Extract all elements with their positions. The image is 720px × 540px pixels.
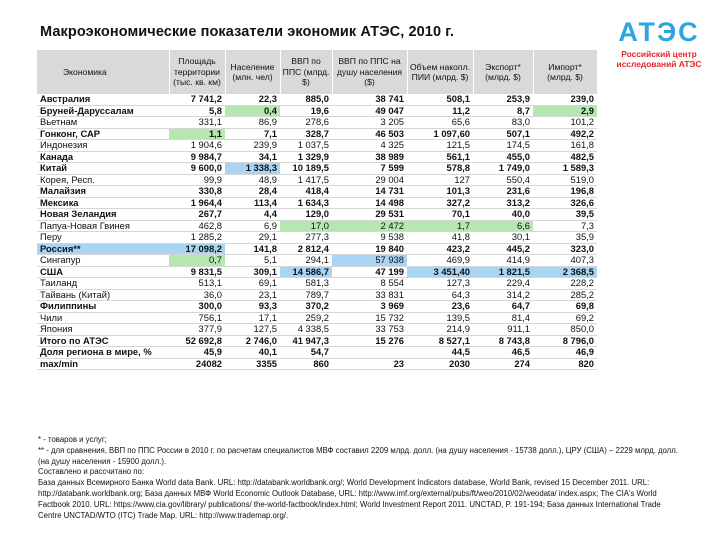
data-table-container bbox=[37, 50, 597, 370]
value-cell: 69,1 bbox=[225, 278, 280, 290]
footnote-russia: ** - для сравнения, ВВП по ППС России в 2010 г. по расчетам специалистов МВФ составил 2209 млрд. долл. (на душу населения - 15738 долл.), ЦРУ (США) – 2229 млрд. долл. (на душу населения - 15900 долл.). bbox=[38, 445, 678, 466]
value-cell: 29,1 bbox=[225, 232, 280, 244]
value-cell: 30,1 bbox=[473, 232, 533, 244]
value-cell: 14 731 bbox=[332, 186, 407, 198]
value-cell: 231,6 bbox=[473, 186, 533, 198]
value-cell: 17,0 bbox=[280, 220, 332, 232]
value-cell: 49 047 bbox=[332, 105, 407, 117]
value-cell: 328,7 bbox=[280, 128, 332, 140]
economy-name-cell: США bbox=[37, 266, 169, 278]
economy-name-cell: Итого по АТЭС bbox=[37, 335, 169, 347]
economy-name-cell: Мексика bbox=[37, 197, 169, 209]
value-cell: 1,7 bbox=[407, 220, 473, 232]
macro-indicators-table bbox=[37, 50, 598, 370]
economy-name-cell: Тайвань (Китай) bbox=[37, 289, 169, 301]
footnote-goods: * - товаров и услуг; bbox=[38, 435, 107, 444]
value-cell: 885,0 bbox=[280, 94, 332, 105]
economy-name-cell: Канада bbox=[37, 151, 169, 163]
value-cell: 8 743,8 bbox=[473, 335, 533, 347]
value-cell: 550,4 bbox=[473, 174, 533, 186]
value-cell: 127,5 bbox=[225, 324, 280, 336]
value-cell: 253,9 bbox=[473, 94, 533, 105]
value-cell: 1 749,0 bbox=[473, 163, 533, 175]
value-cell: 33 753 bbox=[332, 324, 407, 336]
value-cell: 911,1 bbox=[473, 324, 533, 336]
value-cell: 40,0 bbox=[473, 209, 533, 221]
economy-name-cell: Малайзия bbox=[37, 186, 169, 198]
value-cell: 1 338,3 bbox=[225, 163, 280, 175]
value-cell: 93,3 bbox=[225, 301, 280, 313]
economy-name-cell: Чили bbox=[37, 312, 169, 324]
value-cell: 2 746,0 bbox=[225, 335, 280, 347]
value-cell: 17 098,2 bbox=[169, 243, 225, 255]
value-cell: 2030 bbox=[407, 358, 473, 370]
value-cell: 36,0 bbox=[169, 289, 225, 301]
value-cell: 259,2 bbox=[280, 312, 332, 324]
value-cell: 101,3 bbox=[407, 186, 473, 198]
value-cell: 29 531 bbox=[332, 209, 407, 221]
value-cell: 418,4 bbox=[280, 186, 332, 198]
header-gdp-per-capita: ВВП по ППС на душу населения ($) bbox=[332, 50, 407, 94]
value-cell: 561,1 bbox=[407, 151, 473, 163]
value-cell: 3 205 bbox=[332, 117, 407, 129]
value-cell: 7,3 bbox=[533, 220, 597, 232]
value-cell: 83,0 bbox=[473, 117, 533, 129]
header-area: Площадь территории (тыс. кв. км) bbox=[169, 50, 225, 94]
table-row bbox=[37, 151, 597, 163]
header-fdi: Объем накопл. ПИИ (млрд. $) bbox=[407, 50, 473, 94]
footnote-compiled: Составлено и рассчитано по: bbox=[38, 467, 145, 477]
footnote-sources: База данных Всемирного Банка World data Bank. URL: http://databank.worldbank.org/; World Development Indicators database, World Bank, revised 15 December 2011. URL: http://databank.worldbank.org; База данных МВФ World Economic Outlook Database, URL: http://www.imf.org/external/pubs/ft/weo/2010/02/weodata/ index.aspx; The CIA's World Factbook 2010. URL: https://www.cia.gov/library/ publications/ the-world-factbook/index.html; World Investment Report 2011. UNCTAD, P. 191-194; База данных International Trade Centre UNCTAD/WTO (ITC) Trade Map. URL: http://www.trademap.org/. bbox=[38, 478, 661, 520]
value-cell: 8,7 bbox=[473, 105, 533, 117]
value-cell: 86,9 bbox=[225, 117, 280, 129]
economy-name-cell: Бруней-Даруссалам bbox=[37, 105, 169, 117]
table-row bbox=[37, 278, 597, 290]
value-cell: 64,3 bbox=[407, 289, 473, 301]
value-cell: 29 004 bbox=[332, 174, 407, 186]
table-row bbox=[37, 358, 597, 370]
economy-name-cell: Корея, Респ. bbox=[37, 174, 169, 186]
value-cell: 285,2 bbox=[533, 289, 597, 301]
value-cell: 141,8 bbox=[225, 243, 280, 255]
value-cell: 34,1 bbox=[225, 151, 280, 163]
value-cell: 423,2 bbox=[407, 243, 473, 255]
value-cell: 38 989 bbox=[332, 151, 407, 163]
logo bbox=[606, 18, 712, 69]
table-row bbox=[37, 301, 597, 313]
value-cell: 41 947,3 bbox=[280, 335, 332, 347]
value-cell: 377,9 bbox=[169, 324, 225, 336]
economy-name-cell: Австралия bbox=[37, 94, 169, 105]
logo-subtitle-line2: исследований АТЭС bbox=[616, 59, 702, 69]
value-cell: 11,2 bbox=[407, 105, 473, 117]
value-cell: 23,1 bbox=[225, 289, 280, 301]
value-cell: 2 812,4 bbox=[280, 243, 332, 255]
logo-name: АТЭС bbox=[618, 17, 700, 47]
table-row bbox=[37, 243, 597, 255]
value-cell: 7 741,2 bbox=[169, 94, 225, 105]
value-cell: 1 037,5 bbox=[280, 140, 332, 152]
economy-name-cell: Гонконг, САР bbox=[37, 128, 169, 140]
page-title: Макроэкономические показатели экономик АТЭС, 2010 г. bbox=[40, 24, 455, 40]
value-cell: 274 bbox=[473, 358, 533, 370]
value-cell: 214,9 bbox=[407, 324, 473, 336]
table-row bbox=[37, 163, 597, 175]
table-row bbox=[37, 266, 597, 278]
value-cell: 228,2 bbox=[533, 278, 597, 290]
value-cell: 7,1 bbox=[225, 128, 280, 140]
value-cell: 54,7 bbox=[280, 347, 332, 359]
table-header-row bbox=[37, 50, 597, 94]
value-cell: 40,1 bbox=[225, 347, 280, 359]
table-row bbox=[37, 324, 597, 336]
logo-subtitle-line1: Российский центр bbox=[621, 49, 697, 59]
value-cell: 46,5 bbox=[473, 347, 533, 359]
value-cell: 6,9 bbox=[225, 220, 280, 232]
value-cell: 99,9 bbox=[169, 174, 225, 186]
header-import: Импорт* (млрд. $) bbox=[533, 50, 597, 94]
value-cell: 1 329,9 bbox=[280, 151, 332, 163]
table-row bbox=[37, 220, 597, 232]
value-cell: 113,4 bbox=[225, 197, 280, 209]
value-cell: 455,0 bbox=[473, 151, 533, 163]
header-gdp-ppp: ВВП по ППС (млрд. $) bbox=[280, 50, 332, 94]
value-cell: 1 904,6 bbox=[169, 140, 225, 152]
value-cell: 578,8 bbox=[407, 163, 473, 175]
value-cell: 407,3 bbox=[533, 255, 597, 267]
value-cell: 22,3 bbox=[225, 94, 280, 105]
value-cell: 370,2 bbox=[280, 301, 332, 313]
value-cell: 0,7 bbox=[169, 255, 225, 267]
table-row bbox=[37, 174, 597, 186]
economy-name-cell: Филиппины bbox=[37, 301, 169, 313]
value-cell: 9 600,0 bbox=[169, 163, 225, 175]
value-cell: 101,2 bbox=[533, 117, 597, 129]
table-row bbox=[37, 312, 597, 324]
table-row bbox=[37, 105, 597, 117]
value-cell: 300,0 bbox=[169, 301, 225, 313]
economy-name-cell: Япония bbox=[37, 324, 169, 336]
table-row bbox=[37, 197, 597, 209]
economy-name-cell: Китай bbox=[37, 163, 169, 175]
table-row bbox=[37, 335, 597, 347]
value-cell: 331,1 bbox=[169, 117, 225, 129]
value-cell: 309,1 bbox=[225, 266, 280, 278]
value-cell: 445,2 bbox=[473, 243, 533, 255]
value-cell: 5,8 bbox=[169, 105, 225, 117]
value-cell: 19 840 bbox=[332, 243, 407, 255]
value-cell: 3355 bbox=[225, 358, 280, 370]
value-cell: 19,6 bbox=[280, 105, 332, 117]
value-cell: 482,5 bbox=[533, 151, 597, 163]
value-cell: 8 796,0 bbox=[533, 335, 597, 347]
value-cell: 1 285,2 bbox=[169, 232, 225, 244]
value-cell: 507,1 bbox=[473, 128, 533, 140]
value-cell: 323,0 bbox=[533, 243, 597, 255]
value-cell: 414,9 bbox=[473, 255, 533, 267]
value-cell: 28,4 bbox=[225, 186, 280, 198]
value-cell: 1 821,5 bbox=[473, 266, 533, 278]
value-cell: 267,7 bbox=[169, 209, 225, 221]
value-cell: 57 938 bbox=[332, 255, 407, 267]
value-cell: 519,0 bbox=[533, 174, 597, 186]
table-row bbox=[37, 347, 597, 359]
value-cell: 508,1 bbox=[407, 94, 473, 105]
value-cell: 161,8 bbox=[533, 140, 597, 152]
value-cell: 789,7 bbox=[280, 289, 332, 301]
table-row bbox=[37, 289, 597, 301]
value-cell: 860 bbox=[280, 358, 332, 370]
value-cell: 2 472 bbox=[332, 220, 407, 232]
value-cell: 46,9 bbox=[533, 347, 597, 359]
table-row bbox=[37, 209, 597, 221]
header-population: Население (млн. чел) bbox=[225, 50, 280, 94]
value-cell: 81,4 bbox=[473, 312, 533, 324]
economy-name-cell: Индонезия bbox=[37, 140, 169, 152]
table-row bbox=[37, 232, 597, 244]
value-cell: 23,6 bbox=[407, 301, 473, 313]
value-cell: 850,0 bbox=[533, 324, 597, 336]
value-cell: 277,3 bbox=[280, 232, 332, 244]
value-cell: 9 538 bbox=[332, 232, 407, 244]
value-cell: 46 503 bbox=[332, 128, 407, 140]
value-cell: 314,2 bbox=[473, 289, 533, 301]
value-cell: 127,3 bbox=[407, 278, 473, 290]
value-cell: 38 741 bbox=[332, 94, 407, 105]
economy-name-cell: Перу bbox=[37, 232, 169, 244]
value-cell: 10 189,5 bbox=[280, 163, 332, 175]
economy-name-cell: Новая Зеландия bbox=[37, 209, 169, 221]
value-cell: 196,8 bbox=[533, 186, 597, 198]
value-cell: 1 417,5 bbox=[280, 174, 332, 186]
value-cell: 581,3 bbox=[280, 278, 332, 290]
value-cell: 35,9 bbox=[533, 232, 597, 244]
value-cell: 469,9 bbox=[407, 255, 473, 267]
economy-name-cell: Доля региона в мире, % bbox=[37, 347, 169, 359]
table-row bbox=[37, 128, 597, 140]
economy-name-cell: Вьетнам bbox=[37, 117, 169, 129]
footnotes bbox=[38, 435, 678, 521]
value-cell: 5,1 bbox=[225, 255, 280, 267]
economy-name-cell: Россия** bbox=[37, 243, 169, 255]
value-cell: 8 527,1 bbox=[407, 335, 473, 347]
value-cell: 48,9 bbox=[225, 174, 280, 186]
table-row bbox=[37, 186, 597, 198]
value-cell: 1,1 bbox=[169, 128, 225, 140]
value-cell: 64,7 bbox=[473, 301, 533, 313]
value-cell: 70,1 bbox=[407, 209, 473, 221]
value-cell: 121,5 bbox=[407, 140, 473, 152]
value-cell: 9 984,7 bbox=[169, 151, 225, 163]
value-cell: 1 634,3 bbox=[280, 197, 332, 209]
value-cell: 326,6 bbox=[533, 197, 597, 209]
value-cell: 7 599 bbox=[332, 163, 407, 175]
value-cell: 492,2 bbox=[533, 128, 597, 140]
value-cell: 14 586,7 bbox=[280, 266, 332, 278]
value-cell: 294,1 bbox=[280, 255, 332, 267]
value-cell: 278,6 bbox=[280, 117, 332, 129]
value-cell: 6,6 bbox=[473, 220, 533, 232]
value-cell: 327,2 bbox=[407, 197, 473, 209]
table-row bbox=[37, 255, 597, 267]
value-cell: 330,8 bbox=[169, 186, 225, 198]
table-row bbox=[37, 94, 597, 105]
value-cell: 129,0 bbox=[280, 209, 332, 221]
value-cell: 14 498 bbox=[332, 197, 407, 209]
value-cell: 69,8 bbox=[533, 301, 597, 313]
table-row bbox=[37, 140, 597, 152]
value-cell: 4 325 bbox=[332, 140, 407, 152]
value-cell: 47 199 bbox=[332, 266, 407, 278]
value-cell: 15 732 bbox=[332, 312, 407, 324]
value-cell: 4 338,5 bbox=[280, 324, 332, 336]
value-cell: 3 451,40 bbox=[407, 266, 473, 278]
value-cell: 127 bbox=[407, 174, 473, 186]
value-cell: 2,9 bbox=[533, 105, 597, 117]
value-cell: 756,1 bbox=[169, 312, 225, 324]
economy-name-cell: Таиланд bbox=[37, 278, 169, 290]
table-body bbox=[37, 94, 597, 370]
value-cell: 69,2 bbox=[533, 312, 597, 324]
value-cell: 33 831 bbox=[332, 289, 407, 301]
value-cell: 15 276 bbox=[332, 335, 407, 347]
value-cell: 1 964,4 bbox=[169, 197, 225, 209]
value-cell: 462,8 bbox=[169, 220, 225, 232]
header-export: Экспорт* (млрд. $) bbox=[473, 50, 533, 94]
economy-name-cell: Сингапур bbox=[37, 255, 169, 267]
value-cell: 0,4 bbox=[225, 105, 280, 117]
value-cell: 174,5 bbox=[473, 140, 533, 152]
value-cell: 39,5 bbox=[533, 209, 597, 221]
value-cell: 44,5 bbox=[407, 347, 473, 359]
value-cell: 65,6 bbox=[407, 117, 473, 129]
header-economy: Экономика bbox=[37, 50, 169, 94]
value-cell: 52 692,8 bbox=[169, 335, 225, 347]
value-cell: 23 bbox=[332, 358, 407, 370]
value-cell: 820 bbox=[533, 358, 597, 370]
value-cell: 45,9 bbox=[169, 347, 225, 359]
value-cell: 9 831,5 bbox=[169, 266, 225, 278]
logo-subtitle bbox=[606, 49, 712, 69]
value-cell: 1 589,3 bbox=[533, 163, 597, 175]
value-cell: 3 969 bbox=[332, 301, 407, 313]
value-cell: 24082 bbox=[169, 358, 225, 370]
value-cell: 1 097,60 bbox=[407, 128, 473, 140]
value-cell: 239,0 bbox=[533, 94, 597, 105]
value-cell: 313,2 bbox=[473, 197, 533, 209]
value-cell: 4,4 bbox=[225, 209, 280, 221]
value-cell: 17,1 bbox=[225, 312, 280, 324]
economy-name-cell: max/min bbox=[37, 358, 169, 370]
value-cell: 239,9 bbox=[225, 140, 280, 152]
economy-name-cell: Папуа-Новая Гвинея bbox=[37, 220, 169, 232]
value-cell: 229,4 bbox=[473, 278, 533, 290]
value-cell: 2 368,5 bbox=[533, 266, 597, 278]
table-row bbox=[37, 117, 597, 129]
value-cell: 513,1 bbox=[169, 278, 225, 290]
value-cell: 41,8 bbox=[407, 232, 473, 244]
value-cell bbox=[332, 347, 407, 359]
value-cell: 139,5 bbox=[407, 312, 473, 324]
value-cell: 8 554 bbox=[332, 278, 407, 290]
